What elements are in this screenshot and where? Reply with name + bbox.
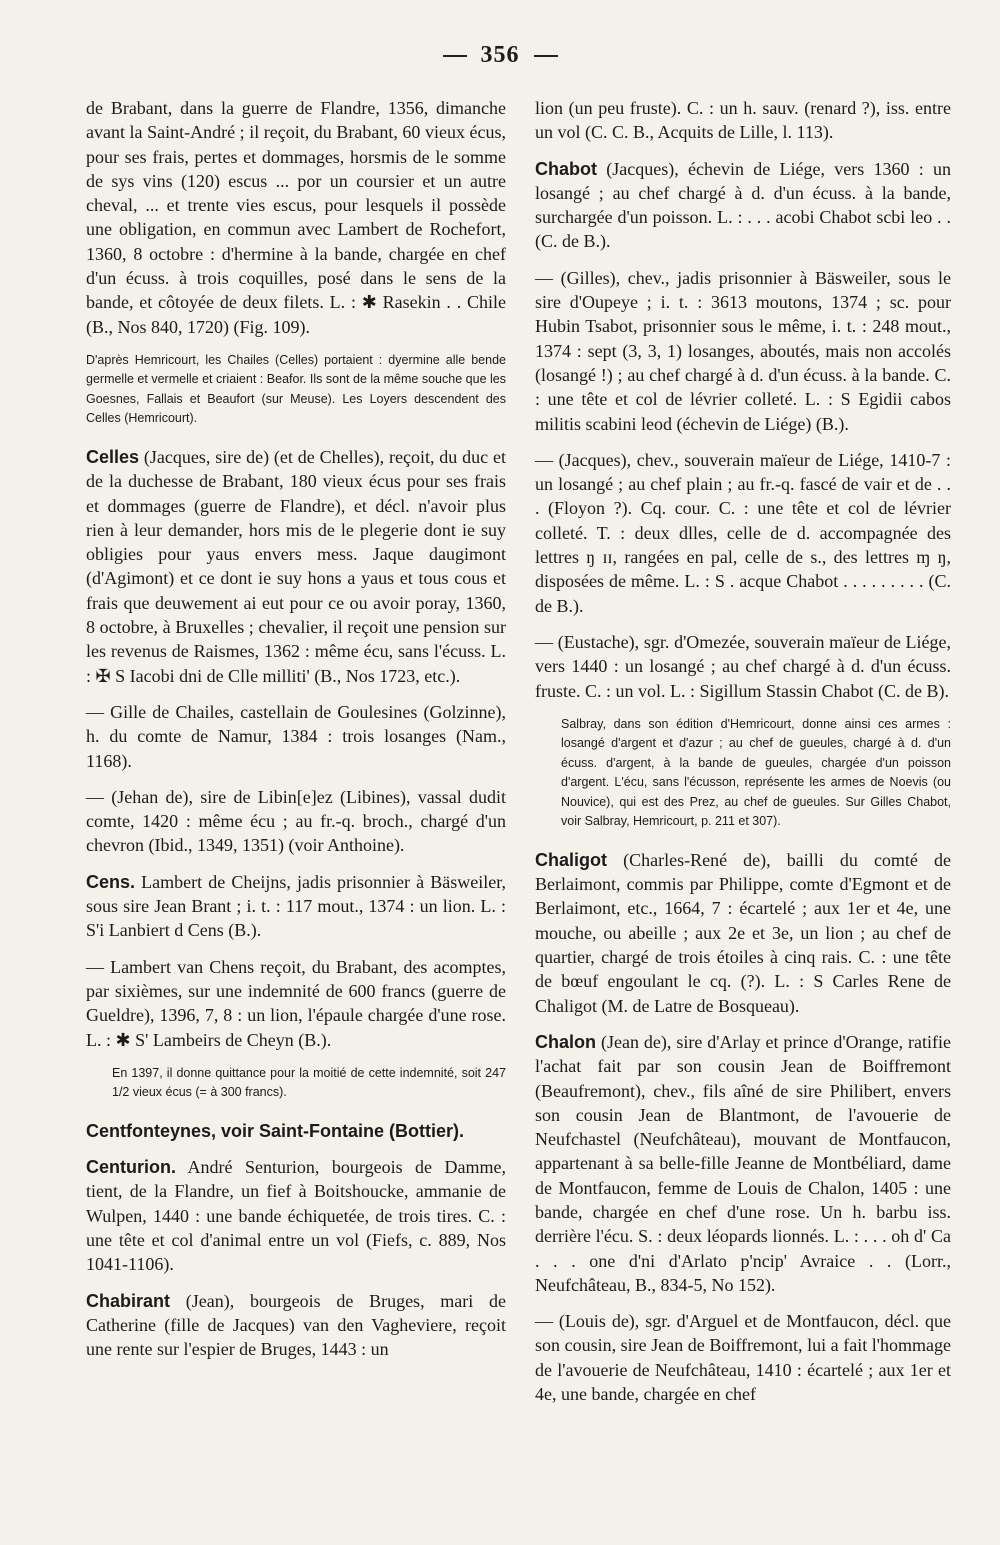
entry-centurion-text: André Senturion, bourgeois de Damme, tient, de la Flandre, un fief à Boitshoucke, ammanie de Wulpen, 1440 : une bande échiquetée, de trois tires. C. : une tête et col d'animal entre un vol (Fiefs, c. 889, Nos 1041-1106). xyxy=(86,1157,506,1275)
entry-celles xyxy=(86,445,506,688)
entry-gille-de-chailes: — Gille de Chailes, castellain de Goulesines (Golzinne), h. du comte de Namur, 1384 : trois losanges (Nam., 1168). xyxy=(86,701,506,771)
entry-chabot-text: (Jacques), échevin de Liége, vers 1360 : un losangé ; au chef chargé à d. d'un écuss. à la bande, surchargée d'un poisson. L. : . . . acobi Chabot scbi leo . . (C. de B.). xyxy=(535,158,951,252)
header-dash-left xyxy=(443,55,467,57)
headword-chabirant: Chabirant xyxy=(86,1290,171,1311)
entry-chabirant xyxy=(86,1289,506,1362)
entry-centurion xyxy=(86,1155,506,1276)
entry-chabirant-text: (Jean), bourgeois de Bruges, mari de Catherine (fille de Jacques) van den Vagheviere, reçoit une rente sur l'espier de Bruges, 1443 : un xyxy=(86,1290,507,1360)
headword-cens: Cens. xyxy=(86,871,136,892)
entry-cens xyxy=(86,870,506,943)
entry-chalon xyxy=(535,1030,951,1297)
entry-jacques: — (Jacques), chev., souverain maïeur de Liége, 1410-7 : un losangé ; au chef plain ; au fr.-q. fascé de vair et de . . . (Floyon ?). Cq. cour. C. : une tête et col de lévrier colleté. T. : deux dlles, celle de d. accompagnée des lettres ŋ ɪɪ, rangées en pal, celle de s., des lettres ɱ ŋ, disposées de même. L. : S . acque Chabot . . . . . . . . . (C. de B.). xyxy=(535,449,951,616)
entry-celles-text: (Jacques, sire de) (et de Chelles), reçoit, du duc et de la duchesse de Brabant, 180 vieux écus pour ses frais et dommages (guerre de Flandre), et décl. n'avoir plus rien à leur demander, hors mis de le plegerie dont ie suy obligies pour yaus envers mess. Jaque daugimont (d'Agimont) et ce dont ie suy hons a yaus et tous cous et frais que deuwement ai eut pour ce ou avoir poray, 1360, 8 octobre, à Bruxelles ; chevalier, il reçoit une pension sur les revenus de Raismes, 1362 : même écu, sans l'écuss. L. : ✠ S Iacobi dni de Clle milliti' (B., Nos 1723, etc.). xyxy=(86,446,506,686)
entry-chaligot-text: (Charles-René de), bailli du comté de Berlaimont, commis par Philippe, comte d'Egmont et de Berlaimont, etc., 1664, 7 : écartelé ; aux 1er et 4e, une mouche, ou abeille ; aux 2e et 3e, un lion ; au chef de quartier, chargé de trois étoiles à cinq rais. C. : une tête de bœuf engoulant le cq. (?). L. : S Carles Rene de Chaligot (M. de Latre de Bosqueau). xyxy=(535,849,952,1016)
headword-centurion: Centurion. xyxy=(86,1157,176,1178)
headword-chaligot: Chaligot xyxy=(535,849,607,870)
entry-jehan: — (Jehan de), sire de Libin[e]ez (Libines), vassal dudit comte, 1420 : même écu ; au fr.-q. broch., chargé d'un chevron (Ibid., 1349, 1351) (voir Anthoine). xyxy=(86,786,506,856)
left-column xyxy=(86,96,506,1373)
entry-eustache: — (Eustache), sgr. d'Omezée, souverain maïeur de Liége, vers 1440 : un losangé ; au chef chargé à d. d'un écuss. fruste. C. : un vol. L. : Sigillum Stassin Chabot (C. de B). xyxy=(535,631,951,701)
page-header xyxy=(0,42,1000,69)
footnote-salbray: Salbray, dans son édition d'Hemricourt, donne ainsi ces armes : losangé d'argent et d'azur ; au chef de gueules, chargé à d. d'un écuss. d'argent, à la bande de gueules, chargée d'un poisson d'argent. L'écu, sans l'écusson, représente les armes de Noevis (ou Nouvice), qui est des Prez, au chef de gueules. Sur Gilles Chabot, voir Salbray, Hemricourt, p. 211 et 307). xyxy=(561,716,951,829)
page-number: 356 xyxy=(480,42,520,68)
headword-chalon: Chalon xyxy=(535,1031,596,1052)
footnote-hemricourt: D'après Hemricourt, les Chailes (Celles) portaient : dyermine alle bende germelle et vermelle et criaient : Beafor. Ils sont de la même souche que les Goesnes, Fallais et Beaufort (sur Meuse). Les Loyers descendent des Celles (Hemricourt). xyxy=(86,352,506,426)
paragraph-continued: de Brabant, dans la guerre de Flandre, 1356, dimanche avant la Saint-André ; il reçoit, du Brabant, 60 vieux écus, pour ses frais, pertes et dommages, horsmis de le somme de sys vins (120) escus ... por un coursier et un autre cheval, ... et trente vies escus, pour lesquels il possède une obligation, en commun avec Lambert de Rochefort, 1360, 8 octobre : d'hermine à la bande, chargée en chef d'un écuss. à trois coquilles, posé dans le sens de la bande, et côtoyée de deux filets. L. : ✱ Rasekin . . Chile (B., Nos 840, 1720) (Fig. 109). xyxy=(86,98,506,337)
headword-chabot: Chabot xyxy=(535,158,597,179)
entry-centfonteynes: Centfonteynes, voir Saint-Fontaine (Bottier). xyxy=(86,1120,465,1141)
entry-chalon-text: (Jean de), sire d'Arlay et prince d'Orange, ratifie l'achat fait par son cousin Jean de Boiffremont (Beaufremont), chev., fils aîné de sire Philibert, envers son cousin Jean de Blantmont, de l'avouerie de Neufchastel (Neufchâteau), mouvant de Montfaucon, appartenant à sa belle-fille Jeanne de Montbéliard, dame de Montfaucon, femme de Louis de Chalon, 1405 : une bande, chargée en chef d'une rose. Un h. barbu iss. derrière l'écu. S. : deux léopards lionnés. L. : . . . oh d' Ca . . . one d'ni d'Arlato p'ncip' Avraice . . (Lorr., Neufchâteau, B., 834-5, No 152). xyxy=(535,1031,952,1295)
entry-lambert-van-chens: — Lambert van Chens reçoit, du Brabant, des acomptes, par sixièmes, sur une indemnité de 600 francs (guerre de Gueldre), 1396, 7, 8 : un lion, l'épaule chargée d'une rose. L. : ✱ S' Lambeirs de Cheyn (B.). xyxy=(86,956,506,1050)
headword-celles: Celles xyxy=(86,446,140,467)
paragraph-continued-right: lion (un peu fruste). C. : un h. sauv. (renard ?), iss. entre un vol (C. C. B., Acquits de Lille, l. 113). xyxy=(535,98,951,143)
footnote-quittance: En 1397, il donne quittance pour la moitié de cette indemnité, soit 247 1/2 vieux écus (= à 300 francs). xyxy=(112,1065,506,1100)
entry-louis: — (Louis de), sgr. d'Arguel et de Montfaucon, décl. que son cousin, sire Jean de Boiffremont, lui a fait l'hommage de l'avouerie de Neufchâteau, 1410 : écartelé ; aux 1er et 4e, une bande, chargée en chef xyxy=(535,1311,951,1405)
right-column xyxy=(535,96,951,1418)
header-dash-right xyxy=(534,55,558,57)
entry-chabot xyxy=(535,157,951,254)
entry-chaligot xyxy=(535,848,951,1018)
entry-gilles: — (Gilles), chev., jadis prisonnier à Bäsweiler, sous le sire d'Oupeye ; i. t. : 3613 moutons, 1374 ; sc. pour Hubin Tsabot, prisonnier sous le même, i. t. : 248 mout., 1374 : sept (3, 3, 1) losanges, aboutés, mais non accolés (losangé !) ; au chef chargé à d. d'un écuss. à la bande. C. : une tête et col de lévrier colleté. L. : S Egidii cabos militis scabini leod (échevin de Liége) (B.). xyxy=(535,267,951,434)
entry-cens-text: Lambert de Cheijns, jadis prisonnier à Bäsweiler, sous sire Jean Brant ; i. t. : 117 mout., 1374 : un lion. L. : S'i Lanbiert d Cens (B.). xyxy=(86,871,507,941)
